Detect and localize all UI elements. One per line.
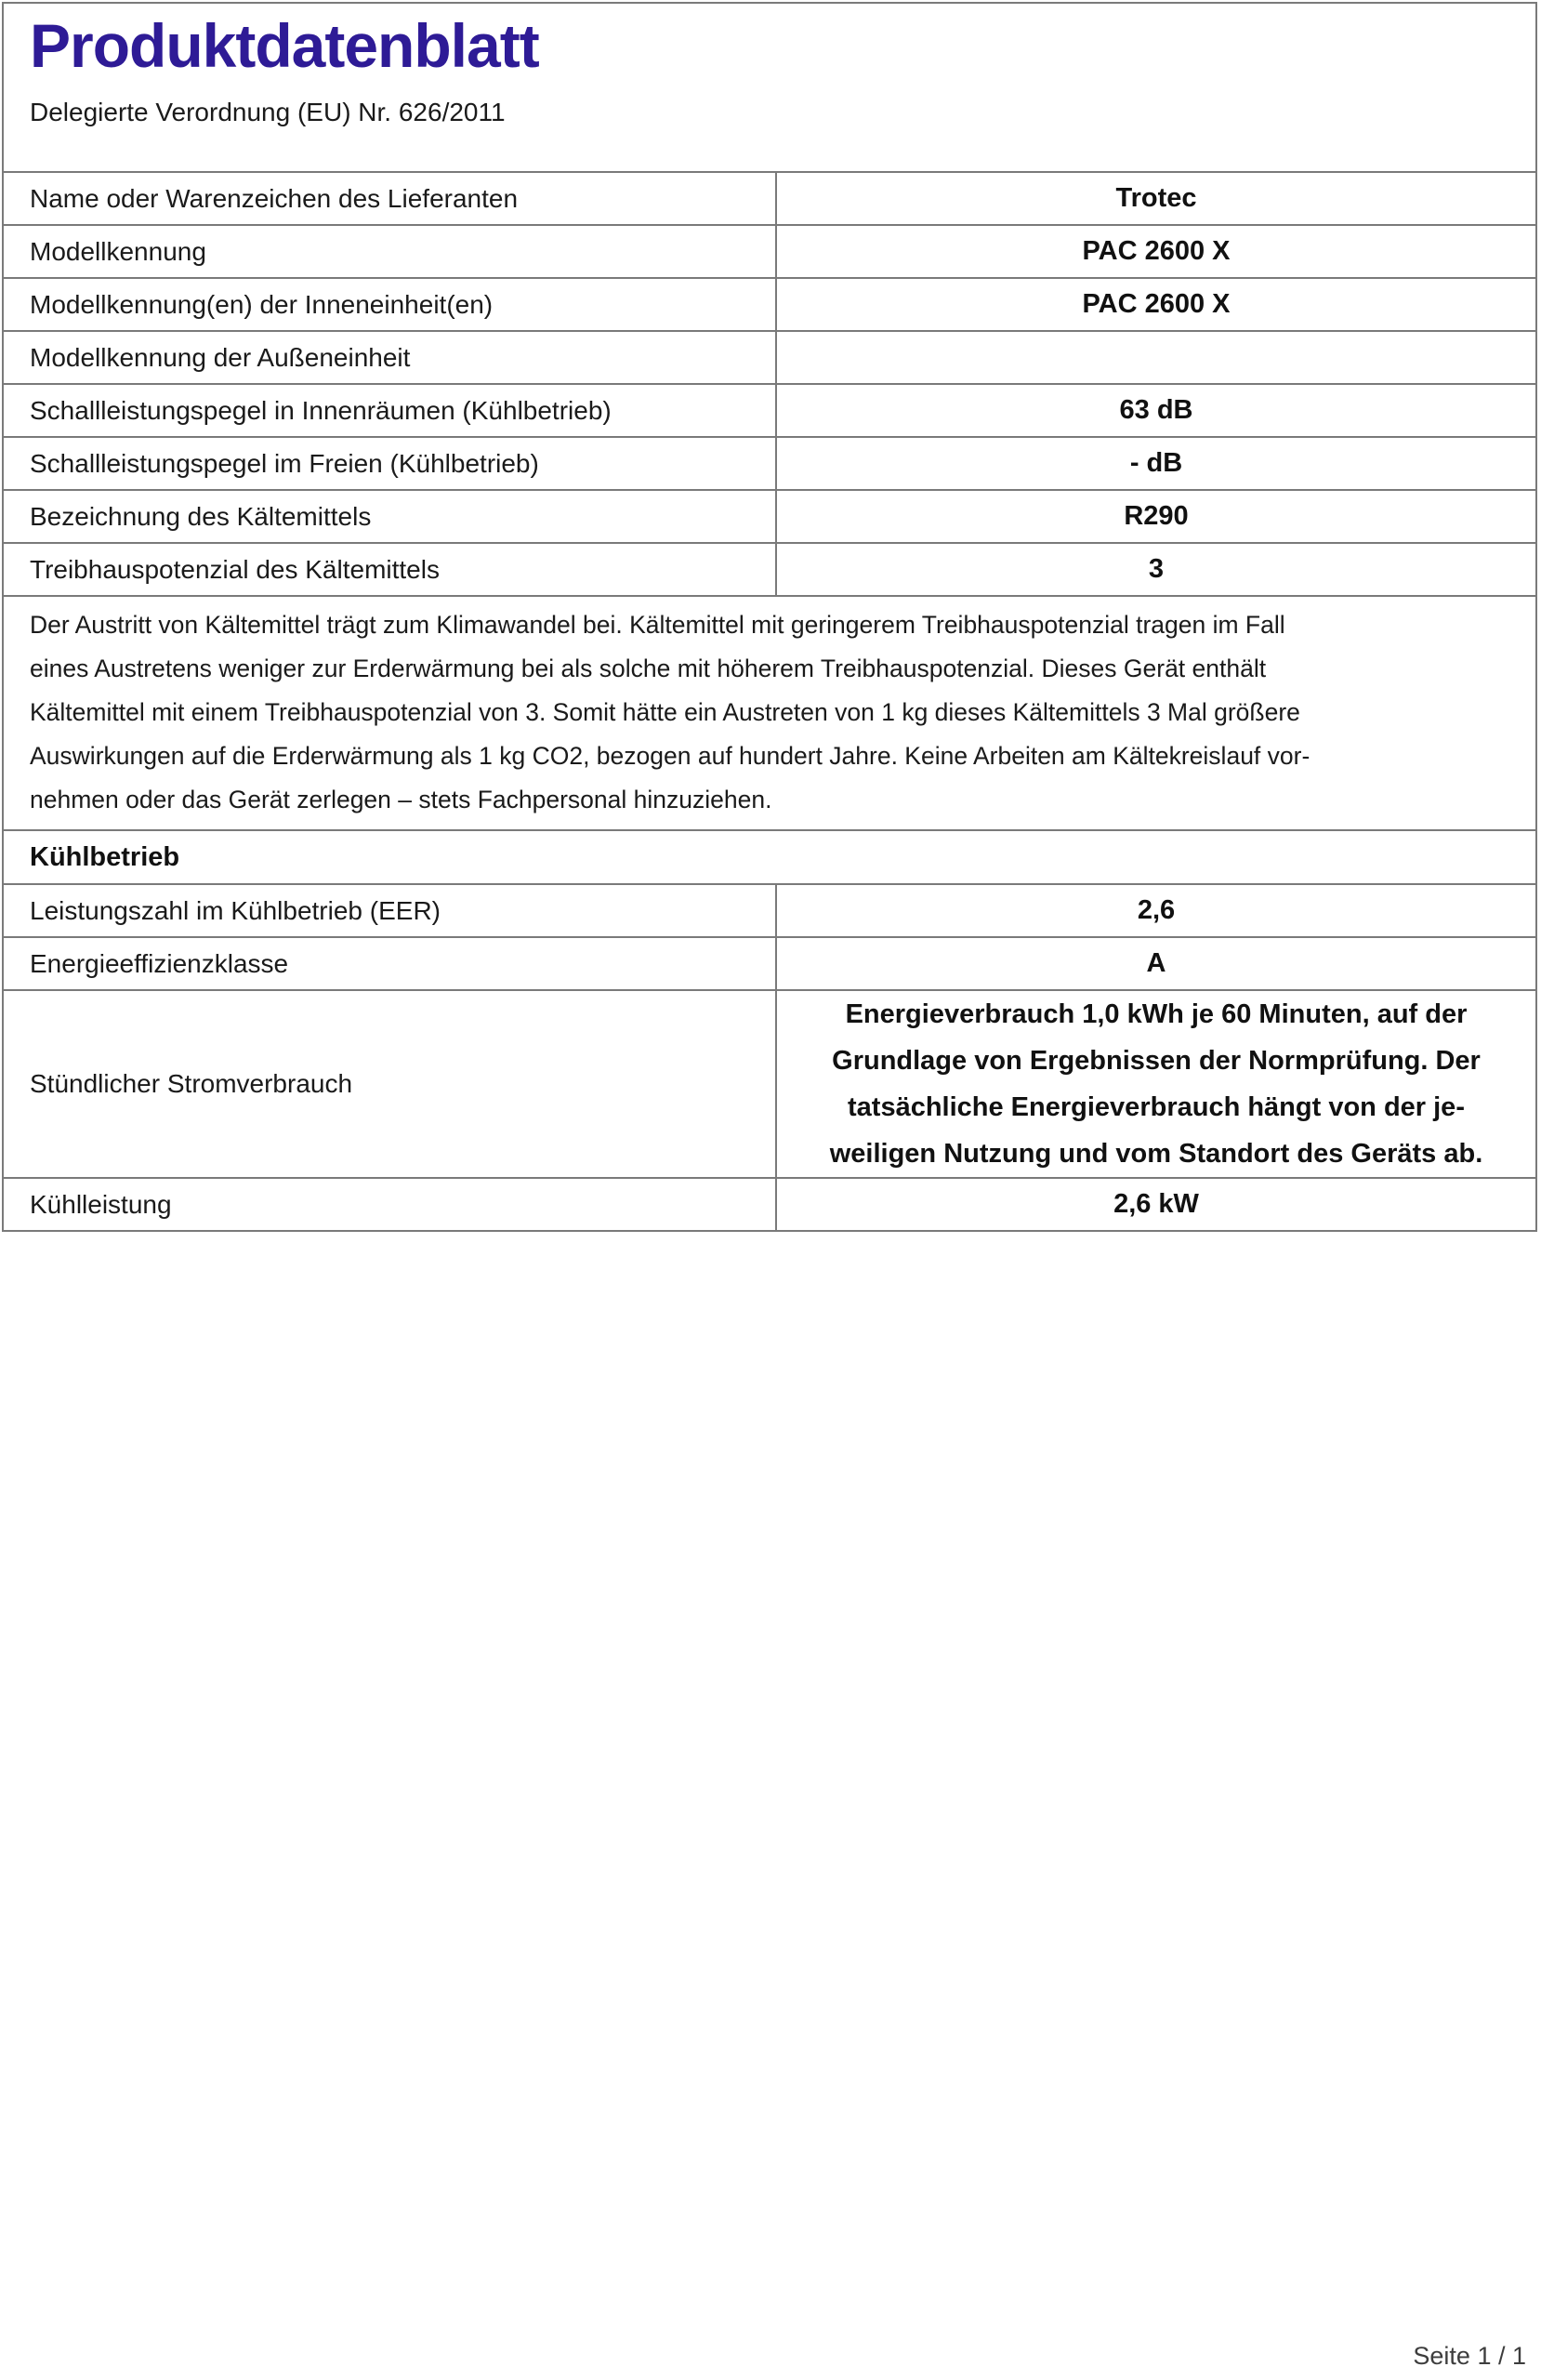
row-label: Name oder Warenzeichen des Lieferanten: [30, 183, 519, 213]
note-line: Der Austritt von Kältemittel trägt zum Klimawandel bei. Kältemittel mit geringerem Treibhauspotenzial tragen im Fall: [30, 611, 1285, 639]
value-line: Grundlage von Ergebnissen der Normprüfung. Der: [832, 1046, 1481, 1076]
table-row-supplier: [4, 171, 1535, 224]
table-row-gwp: [4, 542, 1535, 595]
row-value: 2,6: [775, 885, 1535, 936]
table-row-energy-class: [4, 936, 1535, 989]
row-label: Schallleistungspegel im Freien (Kühlbetrieb): [30, 448, 539, 478]
value-line: Energieverbrauch 1,0 kWh je 60 Minuten, auf der: [845, 999, 1468, 1029]
table-row-hourly-consumption: [4, 989, 1535, 1177]
row-value: 63 dB: [775, 385, 1535, 436]
value-line: tatsächliche Energieverbrauch hängt von der je-: [848, 1092, 1465, 1122]
row-label: Kühlleistung: [30, 1189, 172, 1219]
row-label: Modellkennung der Außeneinheit: [30, 342, 411, 372]
row-label: Leistungszahl im Kühlbetrieb (EER): [30, 895, 441, 925]
row-label: Stündlicher Stromverbrauch: [30, 1069, 353, 1098]
page-number: Seite 1 / 1: [1413, 2342, 1526, 2370]
table-row-outdoor-unit: [4, 330, 1535, 383]
row-label: Modellkennung(en) der Inneneinheit(en): [30, 289, 494, 319]
row-value: - dB: [775, 438, 1535, 489]
table-row-sound-indoor: [4, 383, 1535, 436]
page-title: Produktdatenblatt: [30, 11, 539, 80]
row-label: Energieeffizienzklasse: [30, 948, 289, 978]
table-row-sound-outdoor: [4, 436, 1535, 489]
table-row-eer: [4, 883, 1535, 936]
note-line: Kältemittel mit einem Treibhauspotenzial von 3. Somit hätte ein Austreten von 1 kg dieses Kältemittels 3 Mal größere: [30, 698, 1300, 726]
section-header-cooling-mode: Kühlbetrieb: [4, 829, 1535, 883]
row-label: Schallleistungspegel in Innenräumen (Kühlbetrieb): [30, 395, 612, 425]
row-value: [775, 332, 1535, 383]
datasheet-frame: [2, 2, 1537, 1232]
row-value: PAC 2600 X: [775, 226, 1535, 277]
row-label: Bezeichnung des Kältemittels: [30, 501, 372, 531]
row-value: Trotec: [775, 173, 1535, 224]
hourly-consumption-text: [830, 991, 1483, 1177]
row-value: PAC 2600 X: [775, 279, 1535, 330]
document-header: [4, 4, 1535, 171]
table-row-model: [4, 224, 1535, 277]
note-line: eines Austretens weniger zur Erderwärmung bei als solche mit höherem Treibhauspotenzial. Dieses Gerät enthält: [30, 654, 1267, 682]
note-line: Auswirkungen auf die Erderwärmung als 1 kg CO2, bezogen auf hundert Jahre. Keine Arbeiten am Kältekreislauf vor-: [30, 742, 1311, 770]
row-value: 3: [775, 544, 1535, 595]
table-row-indoor-unit: [4, 277, 1535, 330]
row-label: Treibhauspotenzial des Kältemittels: [30, 554, 440, 584]
row-value: A: [775, 938, 1535, 989]
row-value: [775, 991, 1535, 1177]
value-line: weiligen Nutzung und vom Standort des Geräts ab.: [829, 1139, 1483, 1169]
note-line: nehmen oder das Gerät zerlegen – stets Fachpersonal hinzuziehen.: [30, 786, 772, 813]
row-value: R290: [775, 491, 1535, 542]
table-row-refrigerant-name: [4, 489, 1535, 542]
row-value: 2,6 kW: [775, 1179, 1535, 1230]
refrigerant-note: [4, 595, 1535, 829]
row-label: Modellkennung: [30, 236, 206, 266]
table-row-cooling-capacity: [4, 1177, 1535, 1230]
regulation-subtitle: Delegierte Verordnung (EU) Nr. 626/2011: [30, 98, 506, 127]
